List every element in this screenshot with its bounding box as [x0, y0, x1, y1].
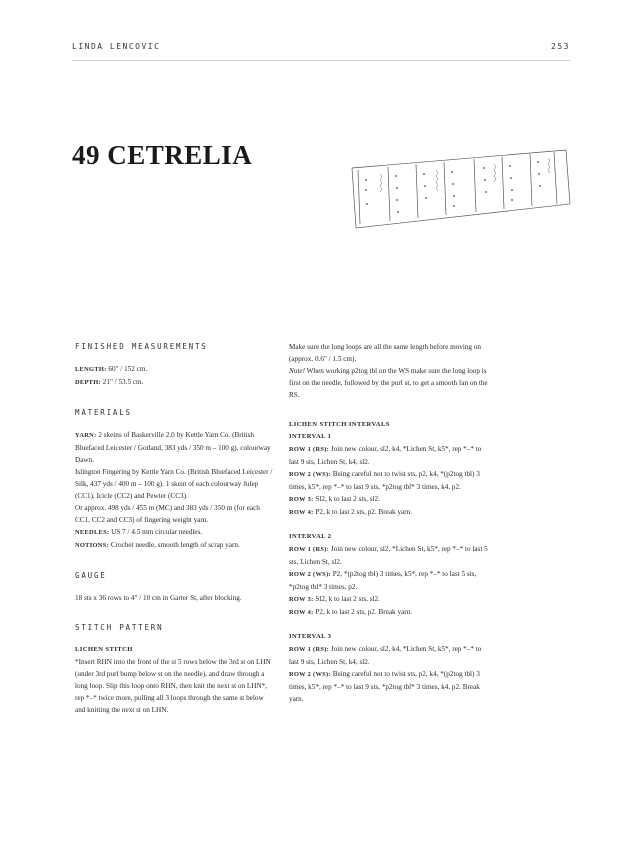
page-number: 253 — [551, 42, 570, 51]
length-value: 60" / 152 cm. — [106, 365, 148, 373]
length-line — [75, 363, 275, 376]
gauge-section — [75, 570, 275, 604]
interval-2-row — [289, 606, 489, 619]
interval-1 — [289, 431, 489, 519]
finished-measurements-section — [75, 341, 275, 389]
p2tog-note — [289, 365, 489, 401]
left-column — [75, 341, 275, 734]
row-text: P2, *(p2tog tbl) 3 times, k5*, rep *–* to last 5 sts, *p2tog tbl* 3 times, p2. — [289, 570, 477, 591]
interval-2-row — [289, 543, 489, 568]
row-label: ROW 2 (WS): — [289, 671, 331, 678]
row-label: ROW 2 (WS): — [289, 471, 331, 478]
row-label: ROW 3: — [289, 596, 314, 603]
lichen-stitch-subheading: LICHEN STITCH — [75, 646, 133, 653]
notions-text: Crochet needle, smooth length of scrap yarn. — [109, 541, 240, 549]
note-text: When working p2tog tbl on the WS make sure the long loop is first on the needle, followed by the purl st, to get a smooth fan on the RS. — [289, 367, 488, 399]
interval-1-label: INTERVAL 1 — [289, 433, 332, 440]
interval-1-row — [289, 493, 489, 506]
shawl-schematic-illustration — [344, 146, 576, 238]
row-label: ROW 3: — [289, 496, 314, 503]
row-label: ROW 4: — [289, 609, 314, 616]
depth-line — [75, 376, 275, 389]
row-text: Being careful not to twist sts, p2, k4, *(p2tog tbl) 3 times, k5*, rep *–* to last 9 sts, *p2tog tbl* 3 times, k4, p2. — [289, 470, 480, 491]
row-text: Sl2, k to last 2 sts, sl2. — [313, 495, 380, 503]
approx-paragraph: Or approx. 498 yds / 455 m (MC) and 383 yds / 350 m (for each CC1, CC2 and CC3) of fingering weight yarn. — [75, 504, 260, 524]
depth-value: 21" / 53.5 cm. — [100, 378, 144, 386]
author-name: LINDA LENCOVIC — [72, 42, 161, 51]
loop-notes — [289, 341, 489, 401]
needles-paragraph — [75, 526, 275, 539]
right-column — [289, 341, 489, 717]
interval-1-row — [289, 506, 489, 519]
interval-1-row — [289, 443, 489, 468]
yarn-text: 2 skeins of Baskerville 2.0 by Kettle Yarn Co. (British Bluefaced Leicester / Gotland, 383 yds / 350 m – 100 g), colourway Dawn. — [75, 431, 271, 464]
row-text: Join new colour, sl2, *Lichen St, k5*, rep *–* to last 5 sts, Lichen St, sl2. — [289, 545, 488, 566]
islington-paragraph: Islington Fingering by Kettle Yarn Co. (British Bluefaced Leicester / Silk, 437 yds / 400 m – 100 g). 1 skein of each colourway Julep (CC1), Icicle (CC2) and Pewter (CC3). — [75, 468, 273, 500]
row-label: ROW 2 (WS): — [289, 571, 331, 578]
finished-measurements-heading: FINISHED MEASUREMENTS — [75, 342, 208, 351]
yarn-label: YARN: — [75, 432, 97, 439]
row-text: Join new colour, sl2, k4, *Lichen St, k5*, rep *–* to last 9 sts, Lichen St, k4, sl2. — [289, 645, 482, 666]
loop-length-note: Make sure the long loops are all the same length before moving on (approx. 0.6" / 1.5 cm). — [289, 343, 482, 363]
interval-1-row — [289, 468, 489, 493]
notions-label: NOTIONS: — [75, 542, 110, 549]
gauge-text: 18 sts x 36 rows to 4" / 10 cm in Garter St, after blocking. — [75, 594, 242, 602]
row-text: Sl2, k to last 2 sts, sl2. — [313, 595, 380, 603]
header-rule — [72, 60, 570, 61]
row-label: ROW 1 (RS): — [289, 546, 330, 553]
intervals-heading: LICHEN STITCH INTERVALS — [289, 421, 390, 428]
note-label: Note! — [289, 367, 305, 375]
needles-label: NEEDLES: — [75, 529, 110, 536]
materials-section — [75, 407, 275, 552]
interval-2-label: INTERVAL 2 — [289, 533, 332, 540]
interval-3-row — [289, 643, 489, 668]
needles-text: US 7 / 4.5 mm circular needles. — [109, 528, 203, 536]
row-text: P2, k to last 2 sts, p2. Break yarn. — [313, 508, 413, 516]
row-text: Join new colour, sl2, k4, *Lichen St, k5*, rep *–* to last 9 sts, Lichen St, k4, sl2. — [289, 445, 482, 466]
stitch-pattern-heading: STITCH PATTERN — [75, 623, 164, 632]
interval-3-label: INTERVAL 3 — [289, 633, 332, 640]
interval-2-row — [289, 593, 489, 606]
row-label: ROW 1 (RS): — [289, 646, 330, 653]
lichen-stitch-text: *Insert RHN into the front of the st 5 rows below the 3rd st on LHN (under 3rd purl bump below st on the needle), and draw through a long loop. Slip this loop onto RHN, then knit the next st on LHN*, rep *–* twice more, pulling all 3 loops through the same st below and knitting the next st on LHN. — [75, 658, 271, 714]
yarn-paragraph — [75, 429, 275, 466]
gauge-heading: GAUGE — [75, 571, 107, 580]
interval-2 — [289, 531, 489, 619]
interval-2-row — [289, 568, 489, 593]
interval-3-row — [289, 668, 489, 705]
stitch-pattern-section — [75, 622, 275, 716]
row-label: ROW 1 (RS): — [289, 446, 330, 453]
materials-heading: MATERIALS — [75, 408, 132, 417]
length-label: LENGTH: — [75, 366, 107, 373]
row-text: P2, k to last 2 sts, p2. Break yarn. — [313, 608, 413, 616]
row-text: Being careful not to twist sts, p2, k4, *(p2tog tbl) 3 times, k5*, rep *–* to last 9 sts, *p2tog tbl* 3 times, k4, p2. Break yarn. — [289, 670, 480, 703]
depth-label: DEPTH: — [75, 379, 101, 386]
row-label: ROW 4: — [289, 509, 314, 516]
interval-3 — [289, 631, 489, 705]
pattern-title: 49 CETRELIA — [72, 140, 253, 170]
notions-paragraph — [75, 539, 275, 552]
